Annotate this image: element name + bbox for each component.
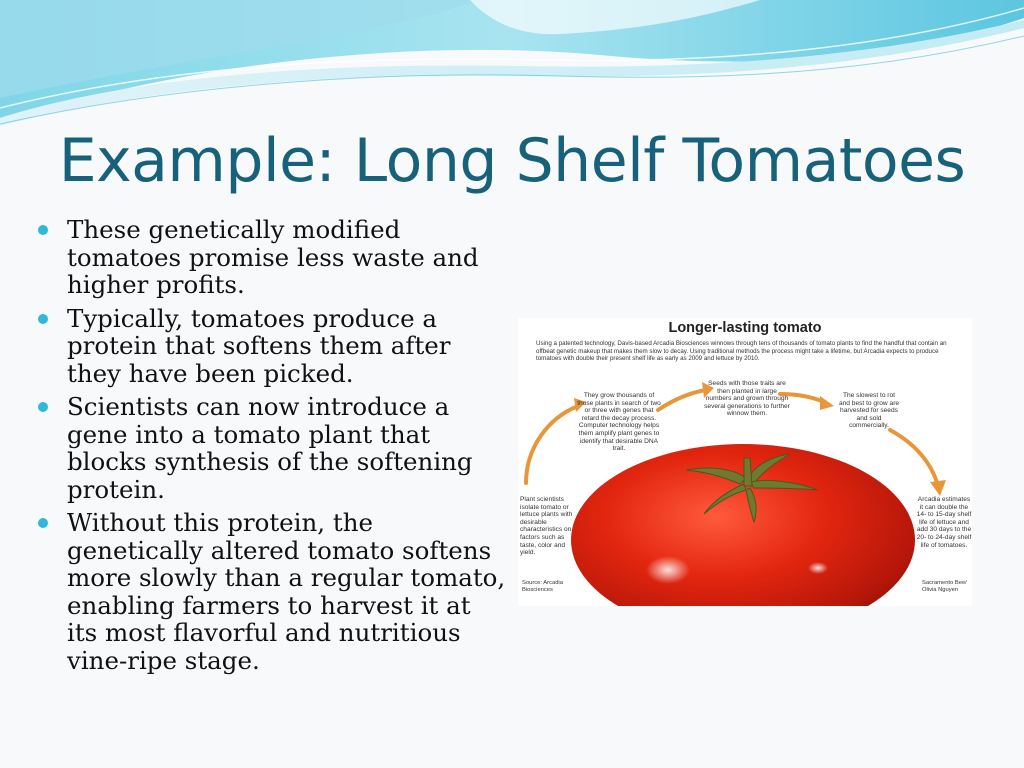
step-seeds-text: Seeds with those traits are then planted in large numbers and grown through several generations to further winnow them. — [704, 380, 790, 418]
source-credit: Source: Arcadia Biosciences — [522, 580, 563, 593]
bullet-item — [38, 393, 508, 503]
artist-credit: Sacramento Bee/ Olivia Nguyen — [922, 580, 967, 593]
bullet-text: Typically, tomatoes produce a protein that softens them after they have been picked. — [67, 303, 451, 388]
bullet-text: Without this protein, the genetically altered tomato softens more slowly than a regular tomato, enabling farmers to harvest it at its most flavorful and nutritious vine-ripe stage. — [67, 508, 506, 675]
bullet-text: These genetically modified tomatoes promise less waste and higher profits. — [67, 215, 479, 299]
step-isolate-text: Plant scientists isolate tomato or lettuce plants with desirable characteristics on factors such as taste, color and yield. — [520, 496, 573, 557]
bullet-dot-icon — [38, 225, 48, 235]
bullet-dot-icon — [38, 402, 48, 412]
bullet-text: Scientists can now introduce a gene into a tomato plant that blocks synthesis of the softening protein. — [67, 392, 473, 504]
infographic-intro: Using a patented technology, Davis-based Arcadia Biosciences winnows through tens of thousands of tomato plants to find the handful that contain an offbeat genetic makeup that makes them slow to decay. Using traditional methods the process might take a lifetime, but Arcadia expects to produce tomatoes with double their present shelf life as early as 2009 and lettuce by 2010. — [536, 340, 947, 362]
bullet-item — [38, 305, 508, 388]
bullet-dot-icon — [38, 518, 48, 528]
bullet-list — [38, 216, 508, 680]
bullet-dot-icon — [38, 314, 48, 324]
step-arcadia-text: Arcadia estimates it can double the 14- to 15-day shelf life of lettuce and add 30 days to the 20- to 24-day shelf life of tomatoes. — [916, 496, 972, 549]
step-grow-text: They grow thousands of those plants in search of two or three with genes that retard the decay process. Computer technology helps them amplify plant genes to identify that desirable DNA trait. — [577, 392, 661, 453]
tomato-infographic — [518, 318, 972, 606]
infographic-title: Longer-lasting tomato — [668, 320, 822, 336]
header-wave-decoration — [0, 0, 1024, 130]
bullet-item — [38, 509, 508, 674]
step-slowest-text: The slowest to rot and best to grow are harvested for seeds and sold commercially. — [838, 392, 900, 430]
bullet-item — [38, 216, 508, 299]
slide-title: Example: Long Shelf Tomatoes — [58, 126, 966, 196]
